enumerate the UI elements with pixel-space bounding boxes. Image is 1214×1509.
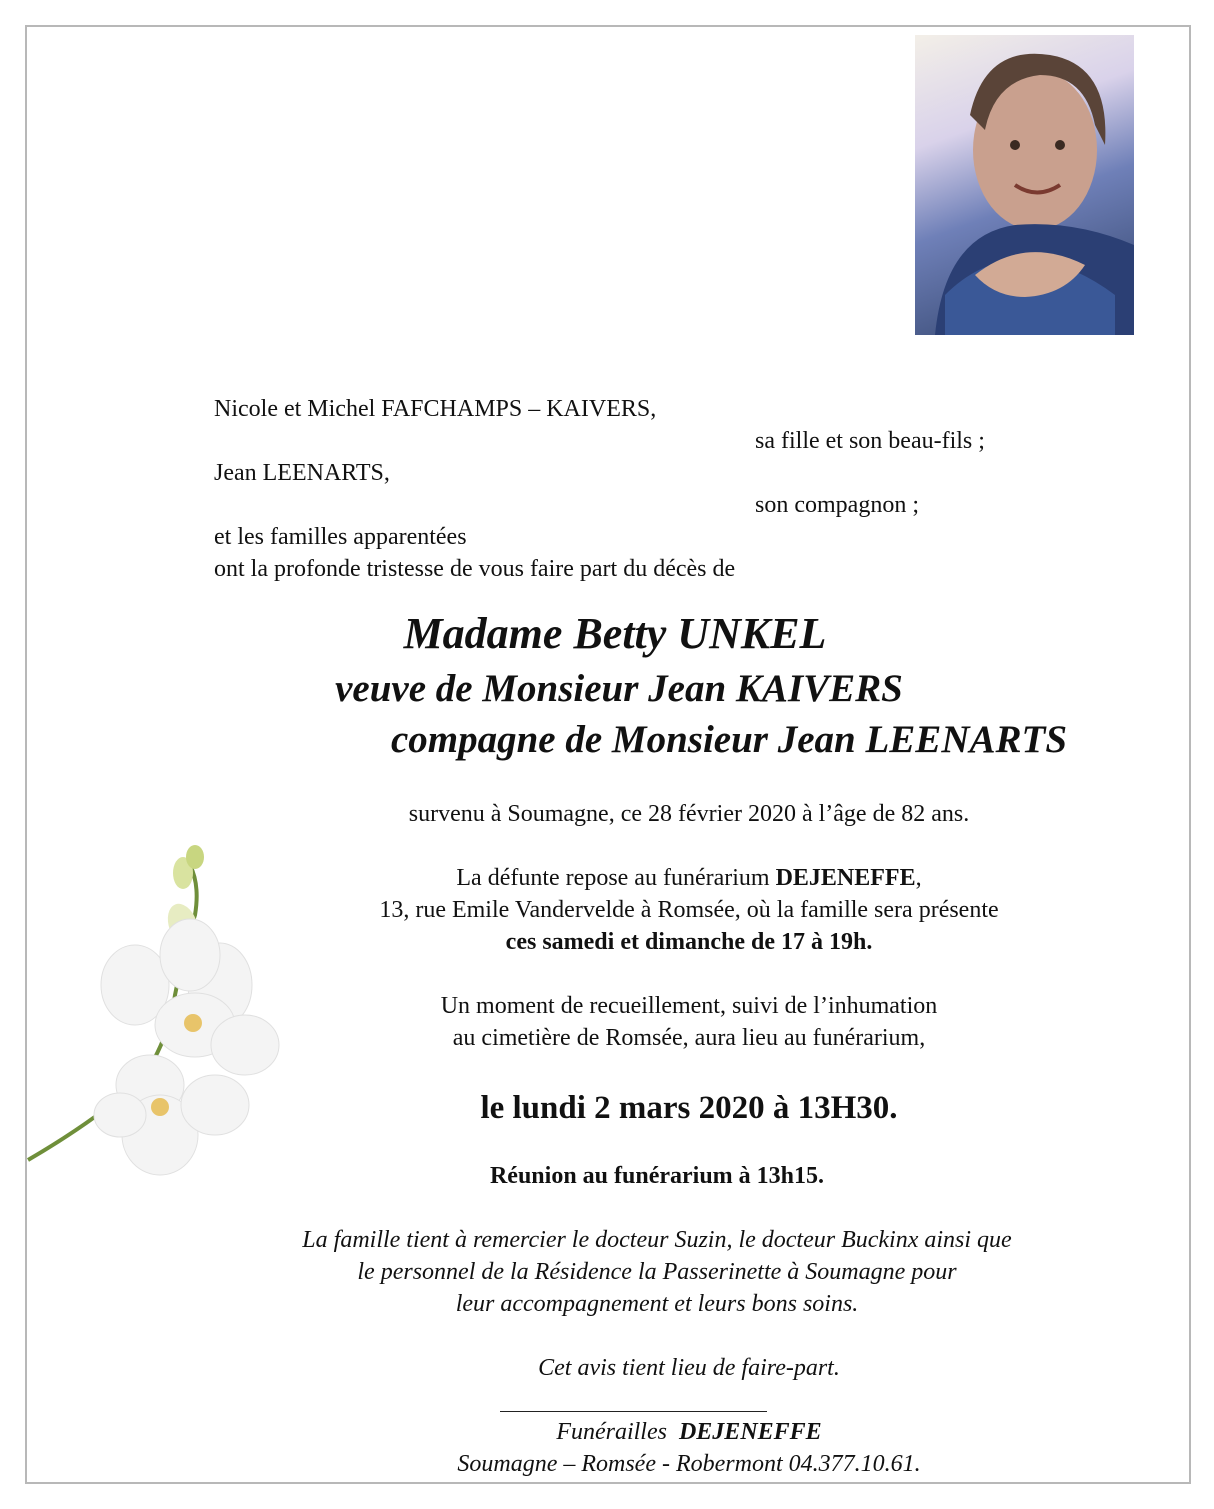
rest-prefix: La défunte repose au funérarium bbox=[456, 865, 776, 891]
family-line-2: Jean LEENARTS, bbox=[214, 460, 390, 486]
ceremony-date: le lundi 2 mars 2020 à 13H30. bbox=[480, 1090, 898, 1126]
footer-contact: Soumagne – Romsée - Robermont 04.377.10.61. bbox=[457, 1451, 921, 1477]
orchid-icon bbox=[25, 835, 325, 1215]
footer-company: DEJENEFFE bbox=[678, 1419, 822, 1445]
deceased-info: survenu à Soumagne, ce 28 février 2020 à l’âge de 82 ans. bbox=[408, 801, 970, 827]
family-line-1: Nicole et Michel FAFCHAMPS – KAIVERS, bbox=[214, 396, 657, 422]
thanks-line-2: le personnel de la Résidence la Passerinette à Soumagne pour bbox=[357, 1259, 957, 1285]
notice-line: Cet avis tient lieu de faire-part. bbox=[538, 1355, 840, 1381]
footer-separator bbox=[500, 1411, 767, 1412]
footer-company-line bbox=[0, 1420, 1214, 1444]
orchid-illustration bbox=[25, 835, 325, 1215]
meeting-time: Réunion au funérarium à 13h15. bbox=[489, 1163, 825, 1189]
deceased-companion-line: compagne de Monsieur Jean LEENARTS bbox=[390, 718, 1068, 761]
ceremony-line-2: au cimetière de Romsée, aura lieu au funérarium, bbox=[452, 1025, 926, 1051]
family-line-4: ont la profonde tristesse de vous faire part du décès de bbox=[214, 556, 736, 582]
family-relation-1: sa fille et son beau-fils ; bbox=[755, 428, 985, 454]
thanks-line-3: leur accompagnement et leurs bons soins. bbox=[455, 1291, 859, 1317]
footer-label: Funérailles bbox=[556, 1419, 667, 1445]
rest-hours: ces samedi et dimanche de 17 à 19h. bbox=[505, 929, 873, 955]
funeral-home-name: DEJENEFFE bbox=[775, 865, 916, 891]
portrait-photo bbox=[915, 35, 1134, 335]
ceremony-line-1: Un moment de recueillement, suivi de l’inhumation bbox=[440, 993, 938, 1019]
thanks-line-1: La famille tient à remercier le docteur Suzin, le docteur Buckinx ainsi que bbox=[302, 1227, 1012, 1253]
family-relation-2: son compagnon ; bbox=[755, 492, 919, 518]
rest-line bbox=[0, 866, 1214, 890]
deceased-widow-line: veuve de Monsieur Jean KAIVERS bbox=[335, 667, 903, 710]
rest-suffix: , bbox=[915, 865, 922, 891]
rest-address: 13, rue Emile Vandervelde à Romsée, où la famille sera présente bbox=[379, 897, 999, 923]
family-line-3: et les familles apparentées bbox=[214, 524, 467, 550]
deceased-name: Madame Betty UNKEL bbox=[403, 609, 827, 658]
portrait-illustration bbox=[915, 35, 1134, 335]
